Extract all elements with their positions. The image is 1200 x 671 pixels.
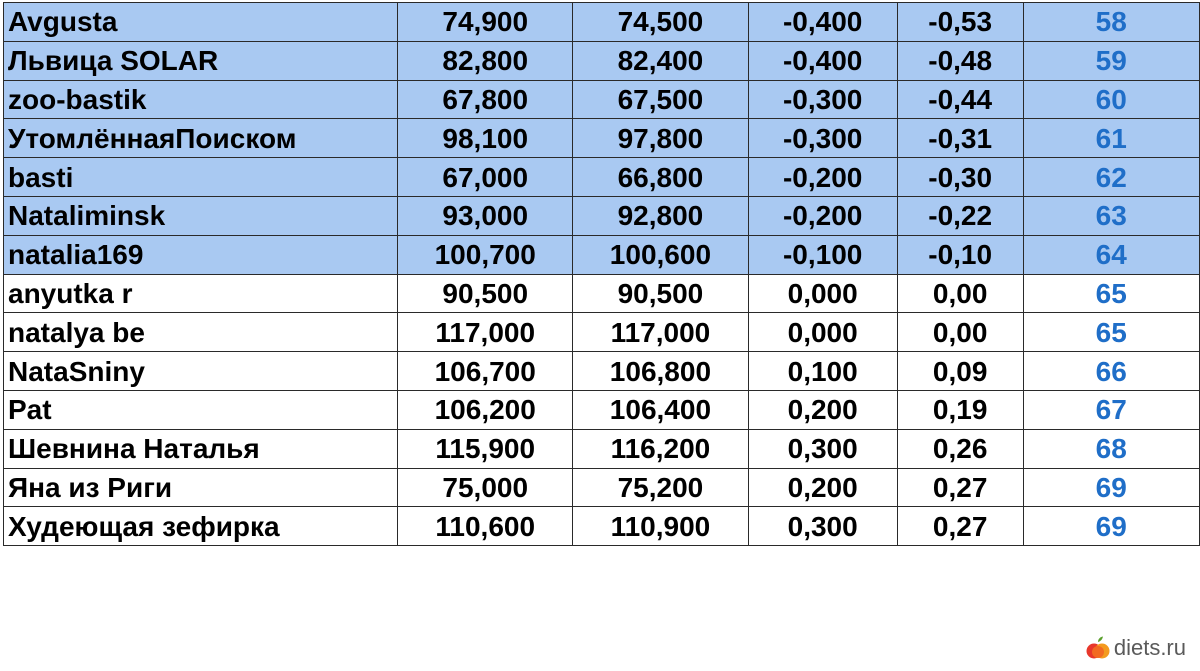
cell-percent-change: -0,10 [897,235,1023,274]
cell-start-weight: 74,900 [398,3,573,42]
cell-rank: 69 [1023,507,1200,546]
cell-weight-change: -0,100 [748,235,897,274]
cell-start-weight: 98,100 [398,119,573,158]
cell-rank: 67 [1023,390,1200,429]
cell-name: Шевнина Наталья [4,429,398,468]
cell-weight-change: 0,200 [748,390,897,429]
table-row [4,313,1200,352]
cell-start-weight: 106,200 [398,390,573,429]
cell-percent-change: -0,44 [897,80,1023,119]
cell-rank: 59 [1023,41,1200,80]
cell-percent-change: -0,30 [897,158,1023,197]
cell-current-weight: 110,900 [573,507,748,546]
cell-current-weight: 67,500 [573,80,748,119]
cell-rank: 63 [1023,196,1200,235]
cell-start-weight: 93,000 [398,196,573,235]
cell-rank: 61 [1023,119,1200,158]
cell-rank: 68 [1023,429,1200,468]
table-row [4,3,1200,42]
cell-name: basti [4,158,398,197]
cell-name: anyutka r [4,274,398,313]
cell-start-weight: 67,000 [398,158,573,197]
cell-current-weight: 74,500 [573,3,748,42]
cell-weight-change: 0,300 [748,429,897,468]
cell-rank: 64 [1023,235,1200,274]
cell-rank: 66 [1023,352,1200,391]
cell-rank: 65 [1023,274,1200,313]
cell-weight-change: 0,100 [748,352,897,391]
table-row [4,196,1200,235]
table-row [4,119,1200,158]
cell-rank: 65 [1023,313,1200,352]
cell-percent-change: 0,26 [897,429,1023,468]
table-row [4,274,1200,313]
table-row [4,235,1200,274]
cell-start-weight: 100,700 [398,235,573,274]
cell-current-weight: 97,800 [573,119,748,158]
results-table [3,2,1200,546]
cell-current-weight: 92,800 [573,196,748,235]
table-row [4,352,1200,391]
cell-current-weight: 106,800 [573,352,748,391]
cell-percent-change: 0,09 [897,352,1023,391]
apple-icon [1086,635,1110,661]
cell-percent-change: -0,22 [897,196,1023,235]
site-watermark [1086,635,1186,661]
cell-start-weight: 106,700 [398,352,573,391]
cell-current-weight: 100,600 [573,235,748,274]
cell-current-weight: 117,000 [573,313,748,352]
cell-weight-change: -0,400 [748,3,897,42]
cell-weight-change: 0,300 [748,507,897,546]
cell-current-weight: 66,800 [573,158,748,197]
cell-rank: 69 [1023,468,1200,507]
cell-weight-change: 0,200 [748,468,897,507]
table-row [4,468,1200,507]
cell-start-weight: 115,900 [398,429,573,468]
cell-percent-change: 0,27 [897,468,1023,507]
cell-name: Nataliminsk [4,196,398,235]
cell-current-weight: 90,500 [573,274,748,313]
cell-name: Львица SOLAR [4,41,398,80]
cell-start-weight: 90,500 [398,274,573,313]
cell-weight-change: -0,300 [748,119,897,158]
cell-percent-change: -0,31 [897,119,1023,158]
cell-name: natalya be [4,313,398,352]
table-row [4,429,1200,468]
cell-name: Pat [4,390,398,429]
cell-name: УтомлённаяПоиском [4,119,398,158]
cell-current-weight: 75,200 [573,468,748,507]
cell-weight-change: 0,000 [748,274,897,313]
cell-percent-change: 0,19 [897,390,1023,429]
cell-percent-change: -0,53 [897,3,1023,42]
cell-name: natalia169 [4,235,398,274]
table-row [4,507,1200,546]
table-row [4,158,1200,197]
cell-name: zoo-bastik [4,80,398,119]
cell-percent-change: 0,27 [897,507,1023,546]
table-row [4,390,1200,429]
cell-weight-change: -0,200 [748,158,897,197]
cell-percent-change: 0,00 [897,313,1023,352]
cell-start-weight: 67,800 [398,80,573,119]
cell-start-weight: 110,600 [398,507,573,546]
cell-start-weight: 75,000 [398,468,573,507]
table-row [4,41,1200,80]
cell-rank: 62 [1023,158,1200,197]
cell-current-weight: 106,400 [573,390,748,429]
cell-percent-change: -0,48 [897,41,1023,80]
cell-start-weight: 82,800 [398,41,573,80]
table-row [4,80,1200,119]
cell-percent-change: 0,00 [897,274,1023,313]
cell-weight-change: -0,300 [748,80,897,119]
cell-rank: 60 [1023,80,1200,119]
cell-current-weight: 116,200 [573,429,748,468]
cell-weight-change: -0,400 [748,41,897,80]
cell-name: NataSniny [4,352,398,391]
watermark-text: diets.ru [1113,635,1186,660]
cell-name: Avgusta [4,3,398,42]
cell-current-weight: 82,400 [573,41,748,80]
cell-start-weight: 117,000 [398,313,573,352]
cell-weight-change: -0,200 [748,196,897,235]
cell-name: Худеющая зефирка [4,507,398,546]
results-table-body [4,3,1200,546]
cell-rank: 58 [1023,3,1200,42]
cell-weight-change: 0,000 [748,313,897,352]
cell-name: Яна из Риги [4,468,398,507]
